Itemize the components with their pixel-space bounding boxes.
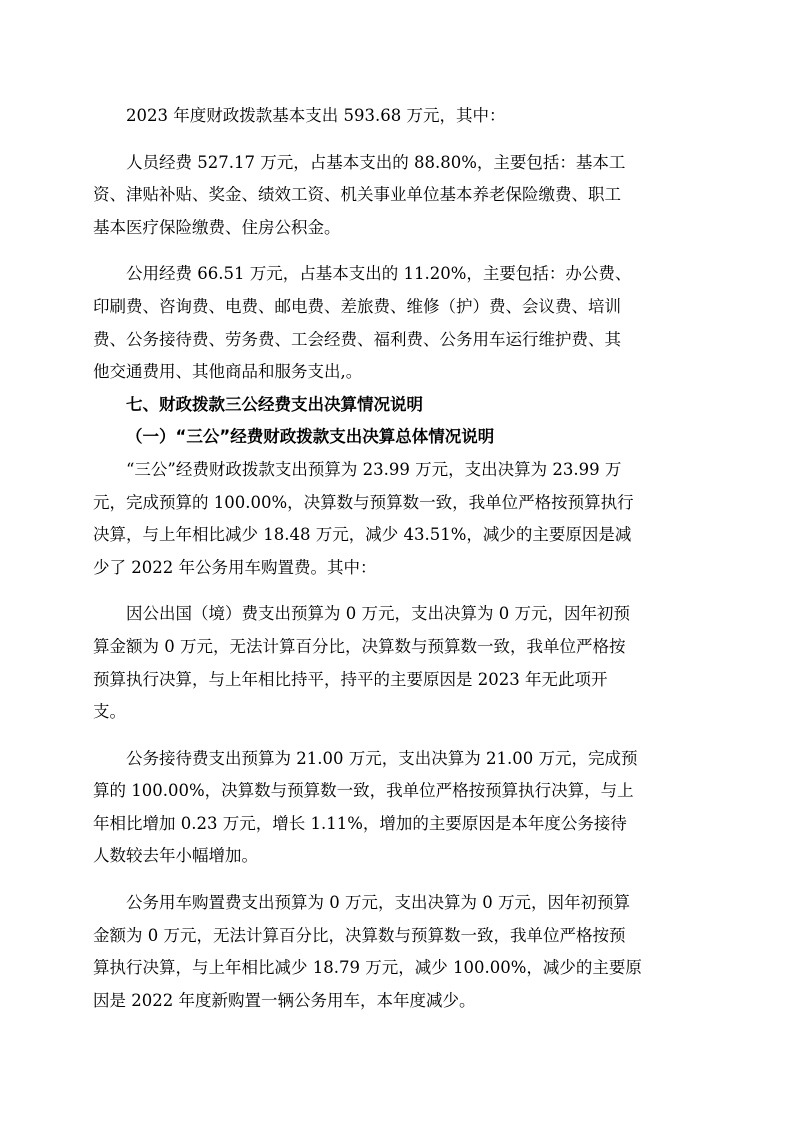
text-line: 人员经费 527.17 万元，占基本支出的 88.80%，主要包括：基本工 bbox=[126, 152, 626, 172]
three-public-overall-paragraph bbox=[93, 454, 703, 584]
text-line: “三公”经费财政拨款支出预算为 23.99 万元，支出决算为 23.99 万 bbox=[126, 459, 622, 479]
text-line: 费、公务接待费、劳务费、工会经费、福利费、公务用车运行维护费、其 bbox=[93, 329, 621, 349]
text-line: 支。 bbox=[93, 702, 126, 722]
text-line: 年相比增加 0.23 万元，增长 1.11%，增加的主要原因是本年度公务接待 bbox=[93, 813, 627, 833]
text-line: 少了 2022 年公务用车购置费。其中： bbox=[93, 557, 377, 577]
text-line: 他交通费用、其他商品和服务支出,。 bbox=[93, 362, 363, 382]
text-line: 人数较去年小幅增加。 bbox=[93, 846, 258, 866]
text-line: 因公出国（境）费支出预算为 0 万元，支出决算为 0 万元，因年初预 bbox=[126, 604, 630, 624]
basic-expenditure-summary bbox=[93, 100, 703, 133]
document-page bbox=[93, 100, 703, 1017]
section-heading: 七、财政拨款三公经费支出决算情况说明 bbox=[126, 394, 423, 414]
text-line: 基本医疗保险缴费、住房公积金。 bbox=[93, 217, 341, 237]
text-line: 公务用车购置费支出预算为 0 万元，支出决算为 0 万元，因年初预算 bbox=[126, 893, 630, 913]
overseas-travel-paragraph bbox=[93, 598, 703, 728]
vehicle-purchase-paragraph bbox=[93, 887, 703, 1017]
subsection-heading: （一）“三公”经费财政拨款支出决算总体情况说明 bbox=[126, 427, 495, 447]
text-line: 算金额为 0 万元，无法计算百分比，决算数与预算数一致，我单位严格按 bbox=[93, 636, 626, 656]
text-line: 印刷费、咨询费、电费、邮电费、差旅费、维修（护）费、会议费、培训 bbox=[93, 296, 621, 316]
official-reception-paragraph bbox=[93, 743, 703, 873]
text-line: 公用经费 66.51 万元，占基本支出的 11.20%，主要包括：办公费、 bbox=[126, 264, 632, 284]
text-line: 2023 年度财政拨款基本支出 593.68 万元，其中： bbox=[126, 106, 506, 125]
text-line: 因是 2022 年度新购置一辆公务用车，本年度减少。 bbox=[93, 990, 476, 1010]
text-line: 公务接待费支出预算为 21.00 万元，支出决算为 21.00 万元，完成预 bbox=[126, 748, 638, 768]
public-expenses-paragraph bbox=[93, 258, 703, 388]
text-line: 资、津贴补贴、奖金、绩效工资、机关事业单位基本养老保险缴费、职工 bbox=[93, 185, 621, 205]
text-line: 预算执行决算，与上年相比持平，持平的主要原因是 2023 年无此项开 bbox=[93, 669, 608, 689]
text-line: 算执行决算，与上年相比减少 18.79 万元，减少 100.00%，减少的主要原 bbox=[93, 958, 642, 978]
personnel-expenses-paragraph bbox=[93, 147, 703, 245]
text-line: 金额为 0 万元，无法计算百分比，决算数与预算数一致，我单位严格按预 bbox=[93, 925, 626, 945]
text-line: 元，完成预算的 100.00%，决算数与预算数一致，我单位严格按预算执行 bbox=[93, 492, 634, 512]
text-line: 算的 100.00%，决算数与预算数一致，我单位严格按预算执行决算，与上 bbox=[93, 781, 634, 801]
text-line: 决算，与上年相比减少 18.48 万元，减少 43.51%，减少的主要原因是减 bbox=[93, 525, 632, 545]
